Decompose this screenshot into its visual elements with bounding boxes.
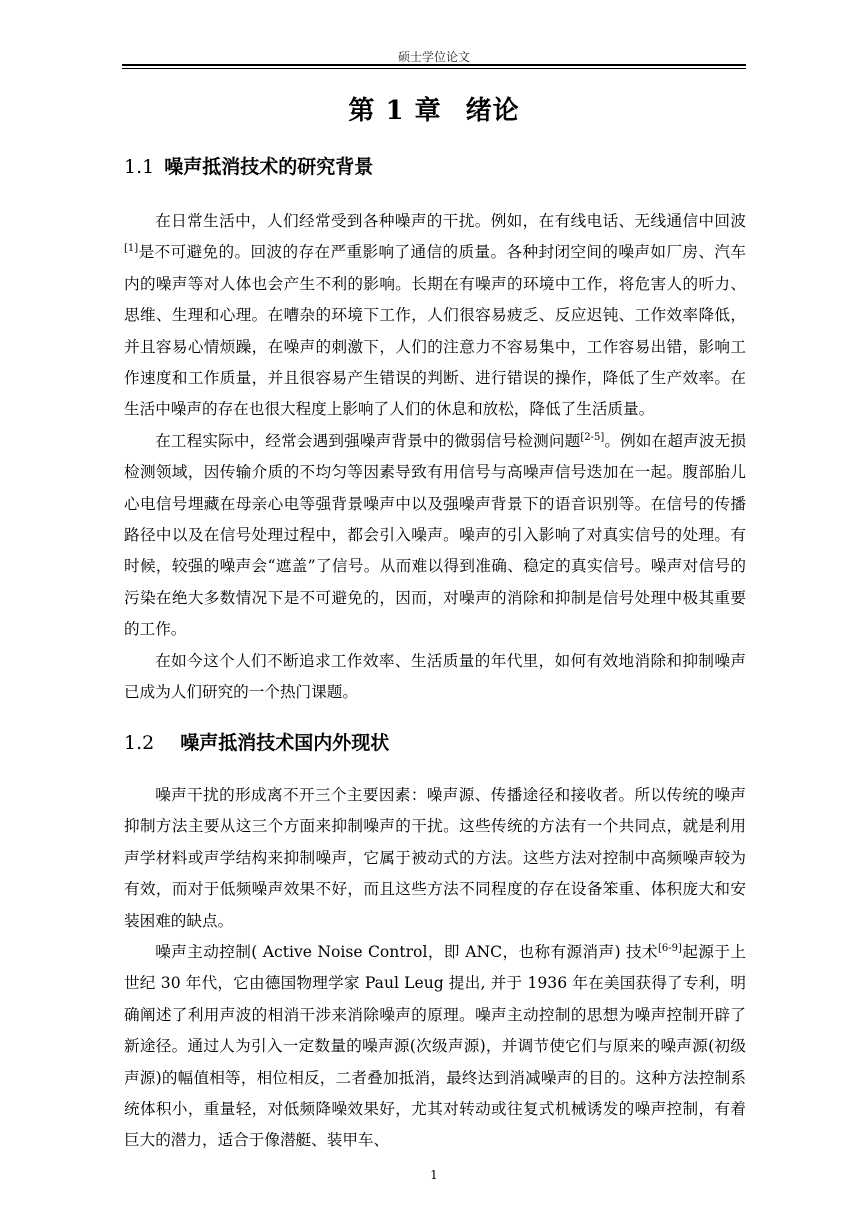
section-1-1-body: [124, 206, 746, 709]
chapter-title: [0, 90, 868, 127]
chapter-name: 绪论: [465, 96, 520, 126]
paragraph: 噪声干扰的形成离不开三个主要因素：噪声源、传播途径和接收者。所以传统的噪声抑制方法主要从这三个方面来抑制噪声的干扰。这些传统的方法有一个共同点，就是利用声学材料或声学结构来抑制噪声，它属于被动式的方法。这些方法对控制中高频噪声较为有效，而对于低频噪声效果不好，而且这些方法不同程度的存在设备笨重、体积庞大和安装困难的缺点。: [124, 786, 746, 930]
page-number: 1: [430, 1168, 438, 1182]
section-title: 噪声抵消技术国内外现状: [180, 732, 390, 754]
running-header: 硕士学位论文: [397, 50, 470, 64]
header-rule-thin: [122, 68, 746, 69]
section-number: 1.2: [124, 732, 155, 754]
paragraph: 在日常生活中，人们经常受到各种噪声的干扰。例如，在有线电话、无线通信中回波[1]是不可避免的。回波的存在严重影响了通信的质量。各种封闭空间的噪声如厂房、汽车内的噪声等对人体也会产生不利的影响。长期在有噪声的环境中工作，将危害人的听力、思维、生理和心理。在嘈杂的环境下工作，人们很容易疲乏、反应迟钝、工作效率降低，并且容易心情烦躁，在噪声的刺激下，人们的注意力不容易集中，工作容易出错，影响工作速度和工作质量，并且很容易产生错误的判断、进行错误的操作，降低了生产效率。在生活中噪声的存在也很大程度上影响了人们的休息和放松，降低了生活质量。: [124, 212, 746, 419]
section-title: 噪声抵消技术的研究背景: [164, 156, 374, 178]
citation: [1]: [124, 243, 139, 255]
citation: [6-9]: [658, 943, 682, 955]
section-heading-1-2: [124, 728, 389, 755]
section-number: 1.1: [124, 156, 155, 178]
chapter-number: 第 1 章: [348, 96, 442, 126]
section-1-2-body: [124, 780, 746, 1157]
section-heading-1-1: [124, 152, 373, 179]
citation: [2-5]: [580, 431, 605, 443]
paragraph: 噪声主动控制( Active Noise Control，即 ANC，也称有源消声) 技术[6-9]起源于上世纪 30 年代，它由德国物理学家 Paul Leug 提出, 并于 1936 年在美国获得了专利，明确阐述了利用声波的相消干涉来消除噪声的原理。噪声主动控制的思想为噪声控制开辟了新途径。通过人为引入一定数量的噪声源(次级声源)，并调节使它们与原来的噪声源(初级声源)的幅值相等，相位相反，二者叠加抵消，最终达到消减噪声的目的。这种方法控制系统体积小，重量轻，对低频降噪效果好，尤其对转动或往复式机械诱发的噪声控制，有着巨大的潜力，适合于像潜艇、装甲车、: [124, 943, 746, 1150]
header-rule-thick: [122, 64, 746, 66]
paragraph: 在工程实际中，经常会遇到强噪声背景中的微弱信号检测问题[2-5]。例如在超声波无损检测领域，因传输介质的不均匀等因素导致有用信号与高噪声信号迭加在一起。腹部胎儿心电信号埋藏在母亲心电等强背景噪声中以及强噪声背景下的语音识别等。在信号的传播路径中以及在信号处理过程中，都会引入噪声。噪声的引入影响了对真实信号的处理。有时候，较强的噪声会“遮盖”了信号。从而难以得到准确、稳定的真实信号。噪声对信号的污染在绝大多数情况下是不可避免的，因而，对噪声的消除和抑制是信号处理中极其重要的工作。: [124, 431, 746, 639]
paragraph: 在如今这个人们不断追求工作效率、生活质量的年代里，如何有效地消除和抑制噪声已成为人们研究的一个热门课题。: [124, 651, 746, 702]
